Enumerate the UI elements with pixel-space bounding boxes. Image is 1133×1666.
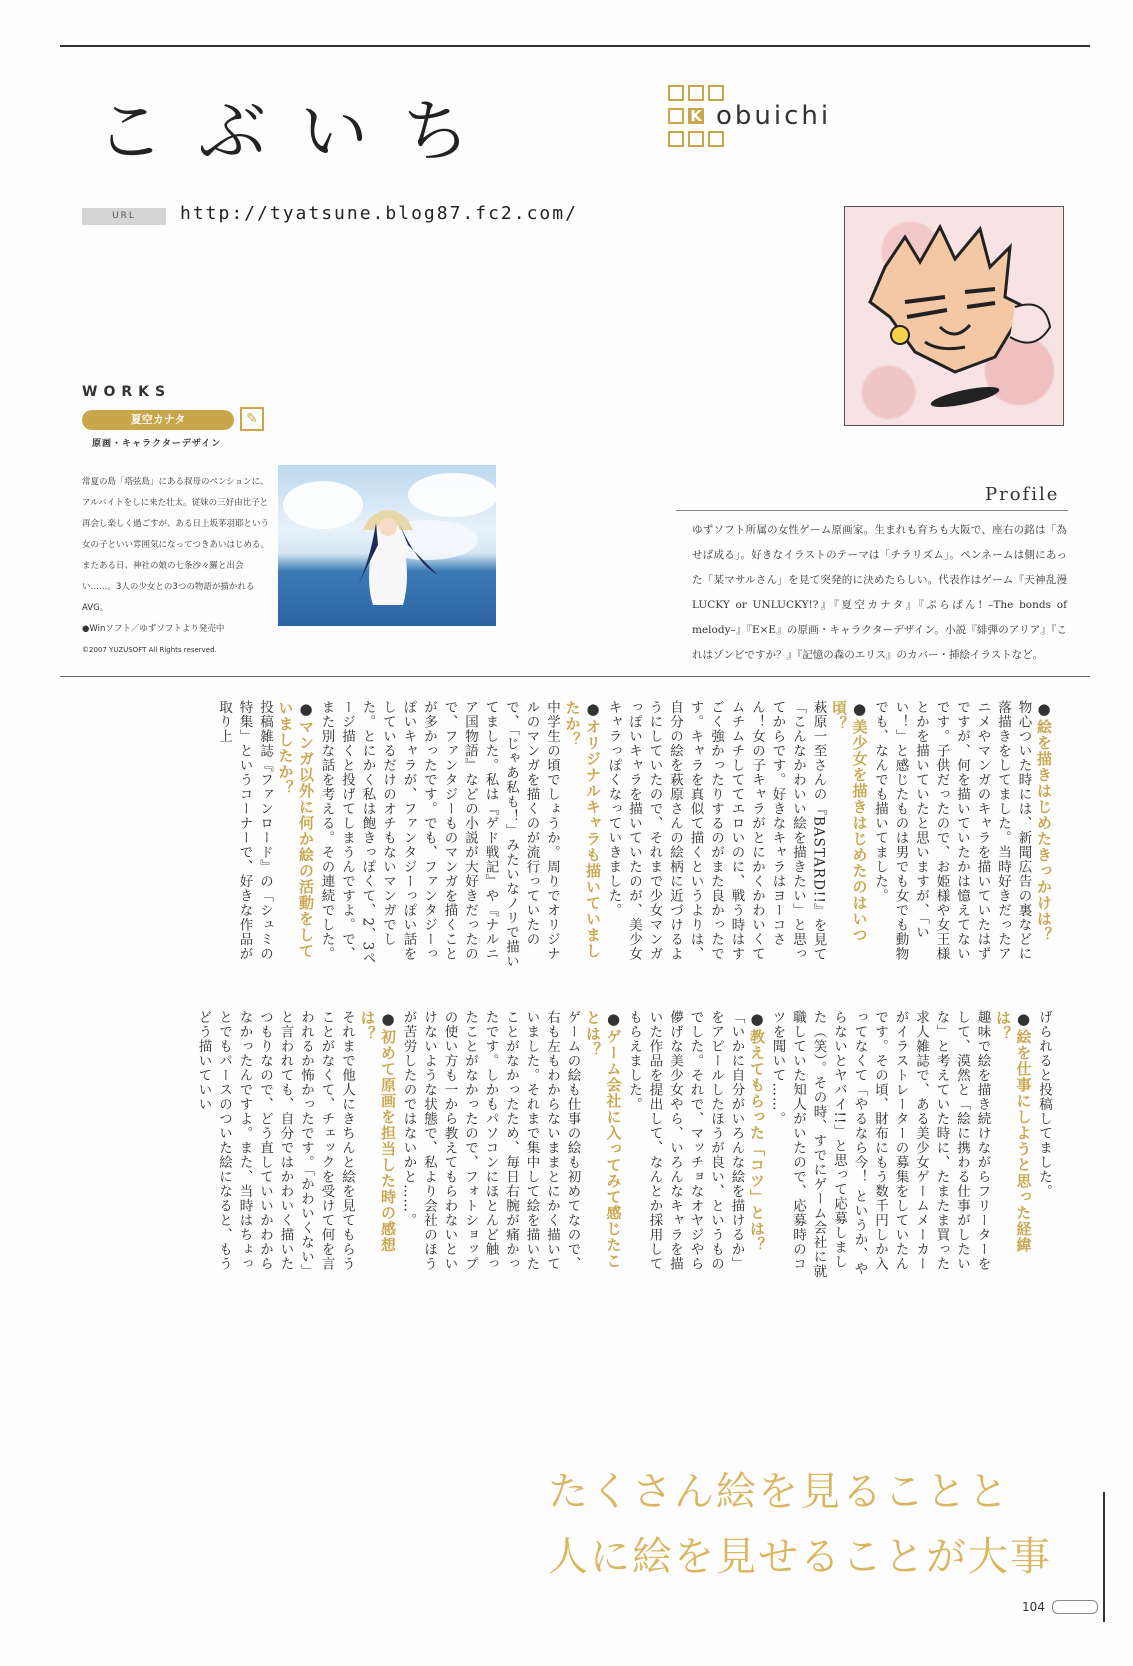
work-description (82, 472, 272, 661)
interview-answer: 物心ついた時には、新聞広告の裏などに落描きをしてました。当時好きだったアニメやマンガのキャラを描いていたはずですが、何を描いていたかは憶えてないです。子供だったので、お姫様や女王様とかを描いていたと思いますが、「いい！」と感じたものは男でも女でも動物でも、なんでも描いてました。 (872, 700, 1032, 961)
interview-question: ●絵を描きはじめたきっかけは？ (1035, 700, 1053, 943)
romanized-name-block (668, 85, 831, 153)
interview-answer: ゲームの絵も仕事の絵も初めてなので、右も左もわからないままとにかく描いていました。それまで集中して絵を描いたことがなかったため、毎日右腕が痛かったです。しかもパソコンにほとんど触ったことがなかったので、フォトショップの使い方も一から教えてもらわないといけないような状態で、私より会社のほうが苦労したのではないかと……。 (400, 1010, 581, 1271)
initial-letter: K (688, 108, 704, 124)
middle-rule (60, 676, 1090, 677)
interview-answer: 「いかに自分がいろんな絵を描けるか」をアピールしたほうが良い、というものでした。それで、マッチョなオヤジやら儚げな美少女やら、いろんなキャラを描いた作品を提出して、なんとか採用してもらえました。 (626, 1010, 745, 1271)
artist-name-title: こぶいち (96, 93, 505, 172)
interview-answer: 中学生の頃でしょうか。周りでオリジナルのマンガを描くのが流行っていたので、「じゃあ私も！」みたいなノリで描いてました。私は『ゲド戦記』や『ナルニア国物語』などの小説が大好きだったので、ファンタジーものマンガを描くことが多かったです。でも、ファンタジーっぽいキャラが、ファンタジーっぽい話をしているだけのオチもないマンガでした。とにかく私は飽きっぽくて、2、3ページ描くと投げてしまうんですよ。で、また別な話を考える。その連続でした。 (318, 700, 560, 969)
pull-quote-line-1: たくさん絵を見ることと (548, 1469, 1010, 1515)
work-role: 原画・キャラクターデザイン (92, 439, 222, 449)
url-label: URL (82, 208, 166, 225)
profile-text: ゆずソフト所属の女性ゲーム原画家。生まれも育ちも大阪で、座右の銘は「為せば成る」。好きなイラストのテーマは「チラリズム」。ペンネームは側にあった「某マサルさん」を見て突発的に決めたらしい。代表作はゲーム『天神乱漫 LUCKY or UNLUCKY!?』『夏空カナタ』『ぷらばん! –The bonds of melody–』『E×E』の原画・キャラクターデザイン。小説『緋弾のアリア』『これはゾンビですか？』『記憶の森のエリス』のカバー・挿絵イラストなど。 (692, 524, 1067, 661)
top-rule (60, 45, 1090, 47)
interview-answer: 投稿雑誌『ファンロード』の「シュミの特集」というコーナーで、好きな作品が取り上 (216, 700, 273, 961)
artist-avatar-illustration (844, 206, 1064, 426)
interview-question: ●オリジナルキャラも描いていましたか？ (563, 700, 602, 959)
work-platform: ●Winソフト／ゆずソフトより発売中 (82, 624, 225, 634)
pull-quote-line-2: 人に絵を見せることが大事 (548, 1534, 1052, 1580)
interview-question: ●教えてもらった「コツ」とは？ (748, 1010, 766, 1253)
interview-question: ●美少女を描きはじめたのはいつ頃？ (830, 700, 869, 943)
work-copyright: ©2007 YUZUSOFT All Rights reserved. (82, 646, 217, 654)
interview-answer: 趣味で絵を描き続けながらフリーターをして、漠然と「絵に携わる仕事がしたいな」と考えていた時に、たまたま買った求人雑誌で、ある美少女ゲームメーカーがイラストレーターの募集をしていたんです。その頃、財布にもう数千円しか入ってなくて「やるなら今！ というか、やらないとヤバイ!!」と思って応募しました（笑）。その時、すでにゲーム会社に就職していた知人がいたので、応募時のコツを聞いて……。 (769, 1010, 991, 1279)
interview-answer: それまで他人にきちんと絵を見てもらうことがなくて、チェックを受けて何を言われるか怖かったです。「かわいくない」と言われても、自分ではかわいく描いたつもりなので、どう直していいかわからなかったんですよ。また、当時はちょっとでもパースのついた絵になると、もうどう描いていい (195, 1010, 355, 1279)
corner-bracket (1103, 1492, 1105, 1622)
profile-heading: Profile (985, 484, 1060, 505)
interview-answer: 萩原一至さんの『BASTARD!!』を見て「こんなかわいい絵を描きたい」と思ってからです。好きなキャラはヨーコさん！女の子キャラがとにかくかわいくてムチムチしててエロいのに、戦う時はすごく強かったりするのがまた良かったです。キャラを真似て描くというよりは、自分の絵を萩原さんの絵柄に近づけるようにしていたので、それまで少女マンガっぽいキャラを描いていたのが、美少女キャラっぽくなっていきました。 (605, 700, 827, 962)
interview-answer: げられると投稿してました。 (1036, 1010, 1052, 1199)
interview-question: ●ゲーム会社に入ってみて感じたことは？ (584, 1010, 623, 1269)
interview-upper-column (84, 700, 1054, 972)
interview-lower-column (84, 1010, 1054, 1282)
romanized-name: obuichi (716, 101, 832, 131)
work-synopsis: 常夏の島「塔弦島」にある叔母のペンションに、アルバイトをしに来た壮太。従妹の三好由比子と再会し楽しく過ごすが、ある日上坂茅羽耶という女の子といい雰囲気になってつきあいはじめる。またある日、神社の娘の七条沙々羅と出会い……。3人の少女との3つの物語が描かれるAVG。 (82, 477, 270, 613)
interview-question: ●初めて原画を担当した時の感想は？ (358, 1010, 397, 1253)
pen-icon: ✎ (240, 407, 264, 431)
blog-url[interactable]: http://tyatsune.blog87.fc2.com/ (180, 203, 578, 224)
page-number-pill (1052, 1600, 1098, 1614)
profile-divider (676, 510, 1068, 511)
interview-question: ●絵を仕事にしようと思った経緯は？ (994, 1010, 1033, 1253)
work-title-badge: 夏空カナタ (82, 410, 234, 430)
game-cover-image (278, 465, 496, 626)
works-heading: WORKS (82, 384, 172, 400)
page-number: 104 (1022, 1600, 1045, 1614)
interview-question: ●マンガ以外に何か絵の活動をしていましたか？ (276, 700, 315, 959)
